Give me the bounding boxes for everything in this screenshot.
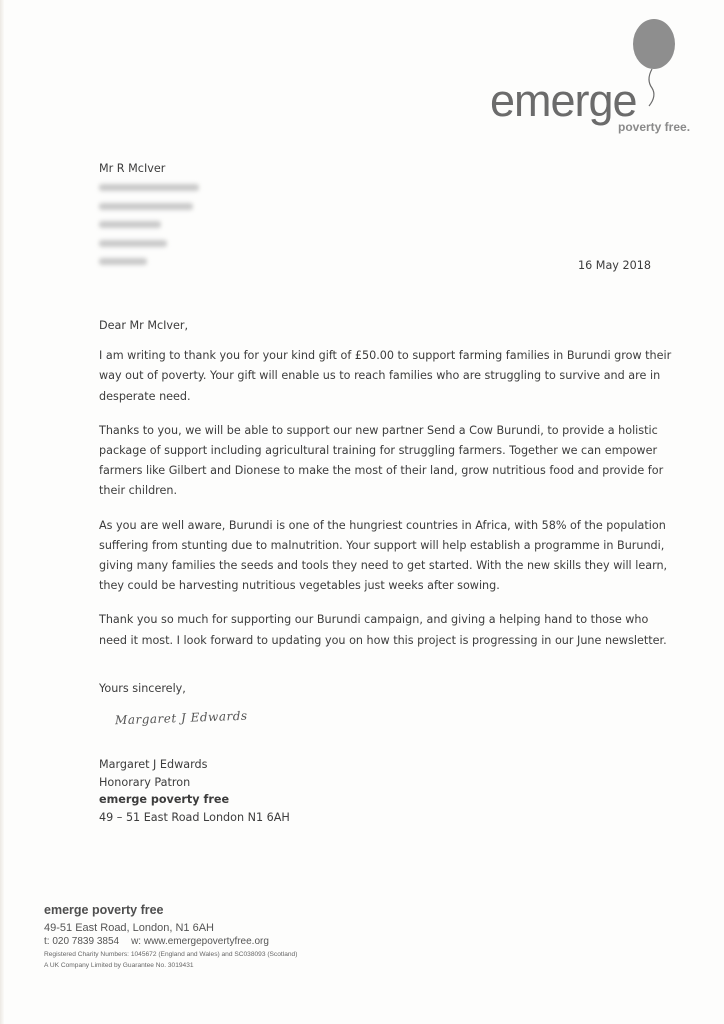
signer-address: 49 – 51 East Road London N1 6AH bbox=[99, 810, 290, 824]
letter-date: 16 May 2018 bbox=[578, 259, 651, 272]
body-paragraph: Thanks to you, we will be able to support our new partner Send a Cow Burundi, to provide a holistic package of support including agricultural training for struggling farmers. Together we can empower farmers like Gilbert and Dionese to make the most of their land, grow nutritious food and provide for their children. bbox=[99, 423, 664, 498]
signer-title: Honorary Patron bbox=[99, 775, 191, 789]
body-paragraph: Thank you so much for supporting our Burundi campaign, and giving a helping hand to those who need it most. I look forward to updating you on how this project is progressing in our June newsletter. bbox=[99, 613, 667, 647]
footer-website[interactable]: w: www.emergepovertyfree.org bbox=[131, 936, 269, 947]
emerge-logo bbox=[486, 14, 706, 134]
recipient-block bbox=[99, 160, 199, 271]
footer-address: 49-51 East Road, London, N1 6AH bbox=[44, 922, 215, 934]
salutation: Dear Mr McIver, bbox=[99, 319, 189, 332]
signer-name: Margaret J Edwards bbox=[99, 758, 208, 771]
redacted-line bbox=[99, 197, 199, 216]
letterhead-footer bbox=[44, 903, 297, 971]
body-paragraph: I am writing to thank you for your kind gift of £50.00 to support farming families in Burundi grow their way out of poverty. Your gift will enable us to reach families who are struggling to survive and are in desperate need. bbox=[99, 349, 672, 403]
recipient-address-redacted bbox=[99, 179, 199, 272]
footer-charity-numbers: Registered Charity Numbers: 1045672 (England and Wales) and SC038093 (Scotland) bbox=[44, 951, 298, 958]
footer-company-info: A UK Company Limited by Guarantee No. 3019431 bbox=[44, 962, 194, 969]
footer-phone: t: 020 7839 3854 bbox=[44, 936, 120, 947]
body-paragraph: As you are well aware, Burundi is one of the hungriest countries in Africa, with 58% of the population suffering from stunting due to malnutrition. Your support will help establish a programme in Burundi, giving many families the seeds and tools they need to get started. With the new skills they will learn, they could be harvesting nutritious vegetables just weeks after sowing. bbox=[99, 518, 668, 593]
closing: Yours sincerely, bbox=[99, 682, 186, 695]
handwritten-signature: Margaret J Edwards bbox=[114, 708, 248, 728]
logo-wordmark: emerge bbox=[490, 75, 637, 126]
signer-block bbox=[99, 756, 290, 826]
footer-contact bbox=[44, 935, 297, 949]
redacted-line bbox=[99, 234, 199, 253]
redacted-line bbox=[99, 179, 199, 198]
redacted-line bbox=[99, 253, 199, 272]
logo-tagline: poverty free. bbox=[618, 120, 691, 134]
redacted-line bbox=[99, 216, 199, 235]
footer-organisation: emerge poverty free bbox=[44, 903, 164, 917]
recipient-name: Mr R McIver bbox=[99, 162, 166, 175]
letter-body bbox=[99, 316, 679, 665]
signer-organisation: emerge poverty free bbox=[99, 793, 230, 807]
